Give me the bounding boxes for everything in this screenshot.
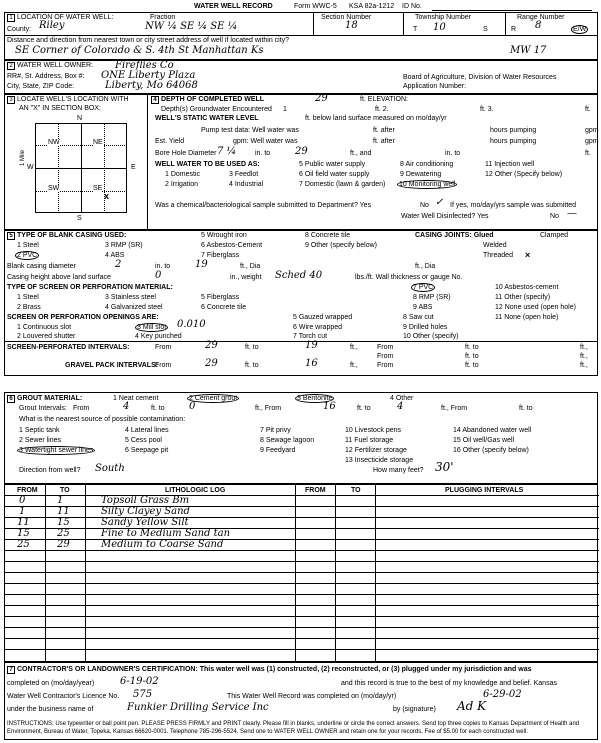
section-number-label: Section Number	[321, 14, 372, 21]
locate-label: LOCATE WELL'S LOCATION WITH	[17, 96, 129, 103]
direction-value: South	[95, 463, 125, 474]
grout1-to-value: 0	[189, 401, 196, 412]
distance-value: SE Corner of Colorado & S. 4th St Manhattan Ks	[15, 45, 264, 56]
owner-value: Fireflies Co	[115, 60, 174, 71]
ew-indicator: E/W	[573, 26, 587, 33]
section-intervals: SCREEN-PERFORATED INTERVALS: From 29 ft. to 19 ft., From ft. to ft., From ft. to ft., GRAVEL PACK INTERVALS: From 29 ft. to 16 ft., From ft. to ft.,	[4, 342, 598, 376]
lithologic-log-table: FROM TO LITHOLOGIC LOG FROM TO PLUGGING INTERVALS 0 1 Topsoil Grass Bm 1 11 Silty Clayey Sand 11 15 Sandy Yellow Silt 15 25 Fine to Medium Sand tan 25 29 Medium to Coarse Sand	[4, 484, 598, 662]
threaded-mark: ×	[525, 250, 531, 260]
board-label: Board of Agriculture, Division of Water Resources	[403, 74, 557, 81]
depth-value: 29	[315, 93, 328, 104]
township-label: Township Number	[415, 14, 472, 21]
section-value: 18	[345, 20, 358, 31]
grout2-to-value: 4	[397, 401, 404, 412]
address-label: RR#, St. Address, Box #:	[7, 73, 85, 80]
application-number-label: Application Number:	[403, 83, 467, 90]
section-grout: 6 GROUT MATERIAL: 1 Neat cement 2 Cement grout 3 Bentonite 4 Other Grout Intervals: From 4 ft. to 0 ft., From 16 ft. to 4 ft., From ft. to What is the nearest source of possible contamination: 1 Septic tank 4 Lateral lines 7 Pit privy 10 Livestock pens 14 Abandoned water well 2 Sewer lines 5 Cess pool 8 Sewage lagoon 11 Fuel storage 15 Oil well/Gas well 3 Watertight sewer lines 6 Seepage pit 9 Feedyard 12 Fertilizer storage 16 Other (specify below) 13 Insecticide storage Direction from well? South How many feet? 30'	[4, 392, 598, 484]
bore-depth-value: 29	[295, 146, 308, 157]
slot-size-value: 0.010	[177, 319, 206, 330]
fraction-value: NW ¼ SE ¼ SE ¼	[145, 21, 238, 32]
section-well-details: 3 LOCATE WELL'S LOCATION WITH AN "X" IN SECTION BOX: N NW NE SW SE x W E S 1 Mile 4 DEPTH OF COMPLETED WELL 29 ft. ELEVATION: Depth(s) Groundwater Encountered 1 ft. 2. ft. 3. ft. WELL'S STATIC WATER LEVEL ft. below land surface measured on mo/day/yr Pump test data: Well water was ft. after hours pumping gpm Est. Yield gpm: Well water was ft. after hours pumping gpm Bore Hole Diameter 7 ¼ in. to 29 ft., and in. to ft. WELL WATER TO BE USED AS: 5 Public water supply 8 Air conditioning 11 Injection well 1 Domestic 3 Feedlot 6 Oil field water supply 9 Dewatering 12 Other (Specify below) 2 Irrigation 4 Industrial 7 Domestic (lawn & garden) 10 Monitoring well Was a chemical/bacteriological sample submitted to Department? Yes No ✓ If yes, mo/day/yrs sample was submitted Water Well Disinfected? Yes No —	[4, 94, 598, 230]
township-value: 10	[433, 22, 446, 33]
casing-weight-value: Sched 40	[275, 270, 323, 281]
county-label: County:	[7, 26, 32, 33]
chem-no-mark: ✓	[435, 197, 444, 208]
disinfected-no-mark: —	[567, 208, 577, 219]
section-owner: 2 WATER WELL OWNER: Fireflies Co RR#, St. Address, Box #: ONE Liberty Plaza City, State, ZIP Code: Liberty, Mo 64068 Board of Agriculture, Division of Water Resources Application Number:	[4, 60, 598, 94]
mw-value: MW 17	[510, 45, 547, 56]
fraction-label: Fraction	[150, 14, 176, 21]
location-x-mark: x	[104, 191, 110, 201]
gravel-to-value: 16	[305, 358, 318, 369]
mill-slot-option: 3 Mill slot	[137, 324, 167, 331]
screen-from-value: 29	[205, 340, 218, 351]
distance-label: Distance and direction from nearest town or city street address of well if located within city?	[7, 37, 290, 44]
water-well-record-form	[4, 2, 598, 740]
record-completed-date-value: 6-29-02	[483, 689, 522, 700]
screen-to-value: 19	[305, 340, 318, 351]
distance-feet-value: 30'	[435, 460, 454, 474]
county-value: Riley	[39, 20, 65, 31]
cement-grout-option: 2 Cement grout	[189, 395, 238, 402]
business-name-value: Funkier Drilling Service Inc	[127, 702, 269, 713]
instructions-text: INSTRUCTIONS: Use typewriter or ball point pen. PLEASE PRESS FIRMLY and PRINT clearly. Please fill in blanks, underline or circle the correct answers. Send top three copies to Kansas Department of Health and Environment, Bureau of Water, Topeka, Kansas 66620-0001. Telephone 785-296-5524. Send one to WATER WELL OWNER and retain one for your records. Fee of $5.00 for each constructed well.	[7, 721, 580, 735]
grout2-from-value: 16	[323, 401, 336, 412]
license-number-value: 575	[133, 689, 153, 700]
signature: Ad K	[457, 699, 487, 713]
section-casing: 5 TYPE OF BLANK CASING USED: 5 Wrought iron 8 Concrete tile CASING JOINTS: Glued Clamped 1 Steel 3 RMP (SR) 6 Asbestos-Cement 9 Other (specify below) Welded 2 PVC 4 ABS 7 Fiberglass Threaded × Blank casing diameter 2 in. to 19 ft., Dia ft., Dia Casing height above land surface 0 in., weight Sched 40 lbs./ft. Wall thickness or gauge No. TYPE OF SCREEN OR PERFORATION MATERIAL: 7 PVC 10 Asbestos-cement 1 Steel 3 Stainless steel 5 Fiberglass 8 RMP (SR) 11 Other (specify) 2 Brass 4 Galvanized steel 6 Concrete tile 9 ABS 12 None used (open hole) SCREEN OR PERFORATION OPENINGS ARE: 5 Gauzed wrapped 8 Saw cut 11 None (open hole) 1 Continuous slot 3 Mill slot 0.010 6 Wire wrapped 9 Drilled holes 2 Louvered shutter 4 Key punched 7 Torch cut 10 Other (specify)	[4, 230, 598, 342]
location-label: LOCATION OF WATER WELL:	[17, 14, 114, 21]
grout1-from-value: 4	[123, 401, 130, 412]
bore-diameter-value: 7 ¼	[217, 146, 237, 157]
form-header	[4, 2, 598, 11]
range-label: Range Number	[517, 14, 565, 21]
id-label: ID No.	[402, 3, 422, 10]
city-label: City, State, ZIP Code:	[7, 83, 75, 90]
casing-diameter-value: 2	[115, 259, 122, 270]
completed-date-value: 6-19-02	[120, 676, 159, 687]
pvc-casing-option: 2 PVC	[17, 252, 38, 259]
casing-height-value: 0	[155, 270, 162, 281]
owner-label: WATER WELL OWNER:	[17, 62, 93, 69]
section-certification: 7 CONTRACTOR'S OR LANDOWNER'S CERTIFICATION: This water well was (1) constructed, (2) reconstructed, or (3) plugged under my jurisdiction and was completed on (mo/day/year) 6-19-02 and this record is true to the best of my knowledge and belief. Kansas Water Well Contractor's Licence No. 575 This Water Well Record was completed on (mo/day/yr) 6-29-02 under the business name of Funkier Drilling Service Inc by (signature) Ad K INSTRUCTIONS: Use typewriter or ball point pen. PLEASE PRESS FIRMLY and PRINT clearly. Please fill in blanks, underline or circle the correct answers. Send top three copies to Kansas Department of Health and Environment, Bureau of Water, Topeka, Kansas 66620-0001. Telephone 785-296-5524. Send one to WATER WELL OWNER and retain one for your records. Fee of $5.00 for each constructed well.	[4, 662, 598, 740]
monitoring-well-option: 10 Monitoring well	[399, 181, 456, 188]
form-number: Form WWC-5	[294, 3, 337, 10]
range-value: 8	[535, 20, 542, 31]
depth-label: DEPTH OF COMPLETED WELL	[161, 96, 265, 103]
city-value: Liberty, Mo 64068	[105, 80, 198, 91]
section-location: 1 LOCATION OF WATER WELL: Fraction Section Number Township Number Range Number County: Riley NW ¼ SE ¼ SE ¼ 18 T 10 S R 8 E/W Distance and direction from nearest town or city street address of well if located within city? SE Corner of Colorado & S. 4th St Manhattan Ks MW 17	[4, 12, 598, 60]
an-x-label: AN "X" IN SECTION BOX:	[19, 105, 101, 112]
casing-depth-value: 19	[195, 259, 208, 270]
bentonite-option: 3 Bentonite	[297, 395, 333, 402]
form-title: WATER WELL RECORD	[194, 3, 273, 10]
address-value: ONE Liberty Plaza	[101, 70, 196, 81]
pvc-screen-option: 7 PVC	[413, 284, 434, 291]
ksa-reference: KSA 82a-1212	[349, 3, 395, 10]
gravel-from-value: 29	[205, 358, 218, 369]
watertight-sewer-option: 3 Watertight sewer lines	[19, 447, 94, 454]
